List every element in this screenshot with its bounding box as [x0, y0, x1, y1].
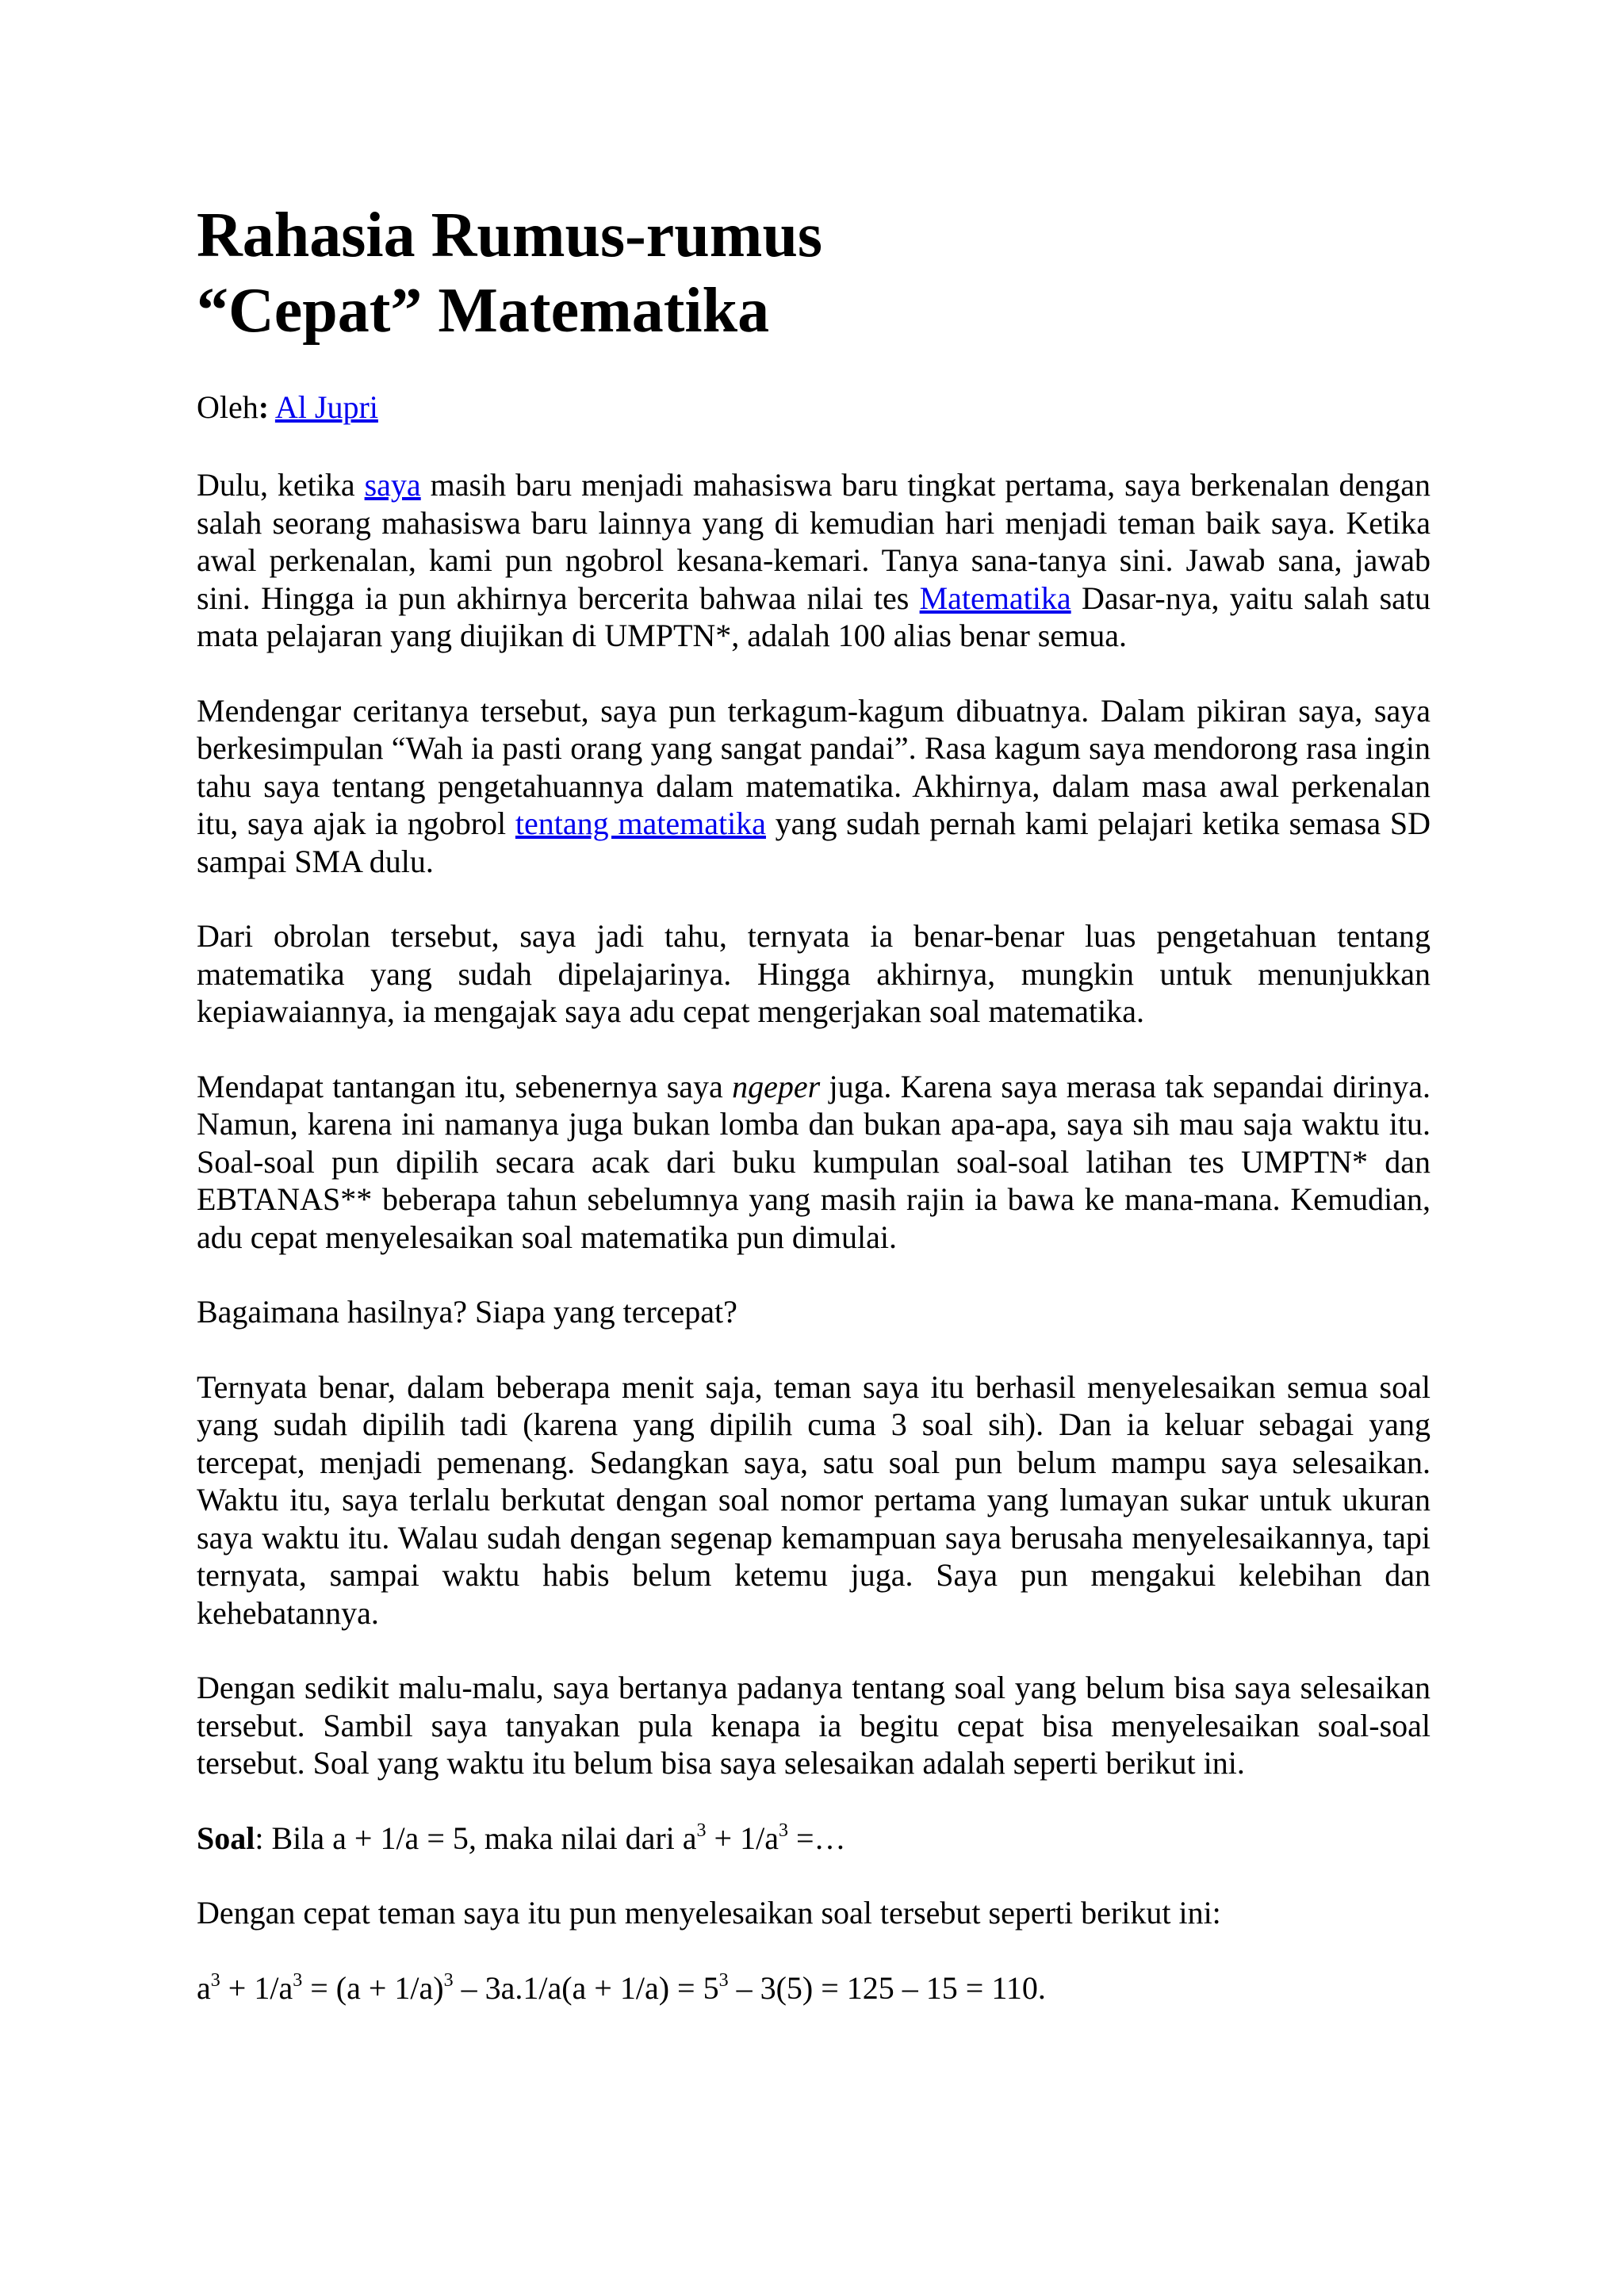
paragraph-1: [197, 466, 1431, 655]
paragraph-1-text-a: Dulu, ketika: [197, 467, 365, 503]
byline-colon: :: [258, 389, 270, 425]
byline-label: Oleh: [197, 389, 259, 425]
paragraph-8: Dengan cepat teman saya itu pun menyelesaikan soal tersebut seperti berikut ini:: [197, 1895, 1221, 1931]
formula-text-c: = (a + 1/a): [302, 1969, 444, 2006]
solution-formula: [197, 1969, 1431, 2007]
paragraph-6: Ternyata benar, dalam beberapa menit saja, teman saya itu berhasil menyelesaikan semua soal yang sudah dipilih tadi (karena yang dipilih cuma 3 soal sih). Dan ia keluar sebagai yang tercepat, menjadi pemenang. Sedangkan saya, satu soal pun belum mampu saya selesaikan. Waktu itu, saya terlalu berkutat dengan soal nomor pertama yang lumayan sukar untuk ukuran saya waktu itu. Walau sudah dengan segenap kemampuan saya berusaha menyelesaikannya, tapi ternyata, sampai waktu habis belum ketemu juga. Saya pun mengakui kelebihan dan kehebatannya.: [197, 1368, 1431, 1631]
paragraph-7: Dengan sedikit malu-malu, saya bertanya padanya tentang soal yang belum bisa saya selesaikan tersebut. Sambil saya tanyakan pula kenapa ia begitu cepat bisa menyelesaikan soal-soal tersebut. Soal yang waktu itu belum bisa saya selesaikan adalah seperti berikut ini.: [197, 1670, 1431, 1781]
formula-text-e: – 3(5) = 125 – 15 = 110.: [728, 1969, 1046, 2006]
soal-text-d: =…: [787, 1820, 846, 1856]
tentang-matematika-link[interactable]: tentang matematika: [515, 806, 766, 841]
article-title-line-2: “Cepat” Matematika: [197, 276, 770, 346]
paragraph-4-italic: ngeper: [732, 1068, 821, 1104]
article-title-line-1: Rahasia Rumus-rumus: [197, 201, 823, 270]
formula-exponent-4: 3: [718, 1969, 729, 1991]
soal-comma: ,: [468, 1820, 477, 1856]
soal-text-c: + 1/a: [706, 1820, 779, 1856]
soal-label: Soal: [197, 1820, 255, 1856]
author-link[interactable]: Al Jupri: [274, 389, 378, 425]
formula-exponent-1: 3: [210, 1969, 220, 1991]
paragraph-4-text-a: Mendapat tantangan itu, sebenernya saya: [197, 1068, 733, 1104]
formula-text-a: a: [197, 1969, 211, 2006]
soal-exponent-1: 3: [696, 1820, 707, 1841]
article-title: [197, 198, 1431, 349]
paragraph-1-text-b: masih baru menjadi mahasiswa baru tingkat pertama, saya berkenalan dengan salah seorang mahasiswa baru lainnya yang di kemudian hari menjadi teman baik saya. Ketika awal perkenalan, kami pun ngobrol kesana-kemari. Tanya sana-tanya sini. Jawab sana, jawab sini. Hingga ia pun akhirnya bercerita bahwaa nilai tes: [197, 467, 1431, 616]
formula-text-b: + 1/a: [220, 1969, 293, 2006]
document-page: [197, 198, 1431, 2007]
saya-link[interactable]: saya: [364, 467, 421, 503]
paragraph-1-text-c: Dasar-nya, yaitu salah satu mata pelajaran yang diujikan di UMPTN*, adalah 100 alias benar semua.: [197, 580, 1431, 653]
paragraph-5: Bagaimana hasilnya? Siapa yang tercepat?: [197, 1294, 737, 1330]
paragraph-4-text-b: juga. Karena saya merasa tak sepandai dirinya. Namun, karena ini namanya juga bukan lomba dan bukan apa-apa, saya sih mau saja waktu itu. Soal-soal pun dipilih secara acak dari buku kumpulan soal-soal latihan tes UMPTN* dan EBTANAS** beberapa tahun sebelumnya yang masih rajin ia bawa ke mana-mana. Kemudian, adu cepat menyelesaikan soal matematika pun dimulai.: [197, 1068, 1431, 1255]
paragraph-2: [197, 692, 1431, 881]
soal-text-b: maka nilai dari a: [476, 1820, 697, 1856]
byline: [197, 388, 1431, 427]
formula-text-d: – 3a.1/a(a + 1/a) = 5: [453, 1969, 719, 2006]
paragraph-2-text-a: Mendengar ceritanya tersebut, saya pun terkagum-kagum dibuatnya. Dalam pikiran saya, saya berkesimpulan “Wah ia pasti orang yang sangat pandai”. Rasa kagum saya mendorong rasa ingin tahu saya tentang pengetahuannya dalam matematika. Akhirnya, dalam masa awal perkenalan itu, saya ajak ia ngobrol: [197, 692, 1431, 841]
formula-exponent-2: 3: [293, 1969, 303, 1991]
paragraph-4: [197, 1068, 1431, 1257]
soal-question: [197, 1820, 1431, 1858]
paragraph-2-text-b: yang sudah pernah kami pelajari ketika semasa SD sampai SMA dulu.: [197, 806, 1431, 879]
soal-text-a: : Bila a + 1/a = 5: [255, 1820, 469, 1856]
paragraph-3: Dari obrolan tersebut, saya jadi tahu, ternyata ia benar-benar luas pengetahuan tentang matematika yang sudah dipelajarinya. Hingga akhirnya, mungkin untuk menunjukkan kepiawaiannya, ia mengajak saya adu cepat mengerjakan soal matematika.: [197, 918, 1431, 1029]
soal-exponent-2: 3: [778, 1820, 788, 1841]
matematika-link[interactable]: Matematika: [919, 580, 1071, 616]
formula-exponent-3: 3: [443, 1969, 454, 1991]
